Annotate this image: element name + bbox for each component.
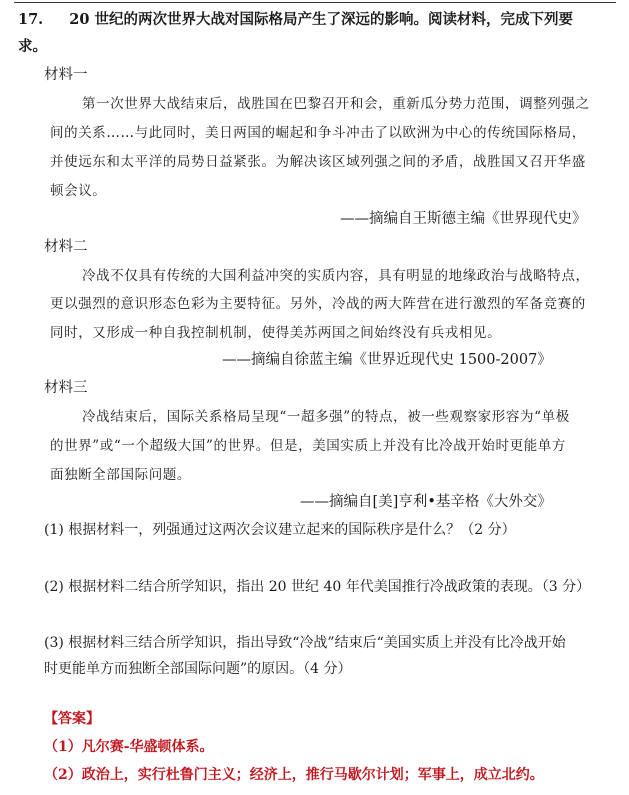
question-stem: 20 世纪的两次世界大战对国际格局产生了深远的影响。阅读材料，完成下列要 [69, 11, 573, 28]
sub-question-3-line-1: (3) 根据材料三结合所学知识，指出导致“冷战”结束后“美国实质上并没有比冷战开始 [44, 635, 566, 651]
material-2-line: 冷战不仅具有传统的大国利益冲突的实质内容，具有明显的地缘政治与战略特点， [82, 268, 590, 284]
material-1-line: 并使远东和太平洋的局势日益紧张。为解决该区域列强之间的矛盾，战胜国又召开华盛 [50, 154, 586, 170]
answer-label: 【答案】 [44, 711, 100, 727]
material-3-source: ——摘编自[美]亨利•基辛格《大外交》 [300, 494, 552, 510]
question-stem-line-2: 求。 [18, 38, 47, 55]
material-3-heading: 材料三 [44, 380, 88, 396]
material-2-line: 更以强烈的意识形态色彩为主要特征。另外，冷战的两大阵营在进行激烈的军备竞赛的 [50, 296, 586, 312]
material-3-line: 的世界”或“一个超级大国”的世界。但是，美国实质上并没有比冷战开始时更能单方 [50, 438, 567, 454]
material-2-heading: 材料二 [44, 239, 88, 255]
material-1-line: 间的关系……与此同时，美日两国的崛起和争斗冲击了以欧洲为中心的传统国际格局， [50, 125, 586, 141]
sub-question-1: (1) 根据材料一，列强通过这两次会议建立起来的国际秩序是什么？（2 分） [44, 522, 516, 538]
material-1-line: 顿会议。 [50, 183, 107, 199]
answer-item-1: （1）凡尔赛-华盛顿体系。 [44, 739, 214, 755]
material-1-source: ——摘编自王斯德主编《世界现代史》 [340, 211, 587, 227]
sub-question-2: (2) 根据材料二结合所学知识，指出 20 世纪 40 年代美国推行冷战政策的表现。（3 分） [44, 579, 591, 595]
material-2-line: 同时，又形成一种自我控制机制，使得美苏两国之间始终没有兵戎相见。 [50, 325, 502, 341]
top-divider [14, 2, 616, 3]
material-1-heading: 材料一 [44, 67, 88, 83]
answer-item-2: （2）政治上，实行杜鲁门主义；经济上，推行马歇尔计划；军事上，成立北约。 [44, 767, 544, 783]
material-3-line: 冷战结束后，国际关系格局呈现“一超多强”的特点，被一些观察家形容为“单极 [82, 409, 570, 425]
question-number: 17. [18, 11, 44, 28]
material-2-source: ——摘编自徐蓝主编《世界近现代史 1500-2007》 [222, 352, 552, 368]
question-stem-line-1 [18, 10, 573, 30]
sub-question-3-line-2: 时更能单方而独断全部国际问题”的原因。（4 分） [44, 661, 352, 677]
material-1-line: 第一次世界大战结束后，战胜国在巴黎召开和会，重新瓜分势力范围，调整列强之 [82, 96, 590, 112]
material-3-line: 面独断全部国际问题。 [50, 467, 191, 483]
